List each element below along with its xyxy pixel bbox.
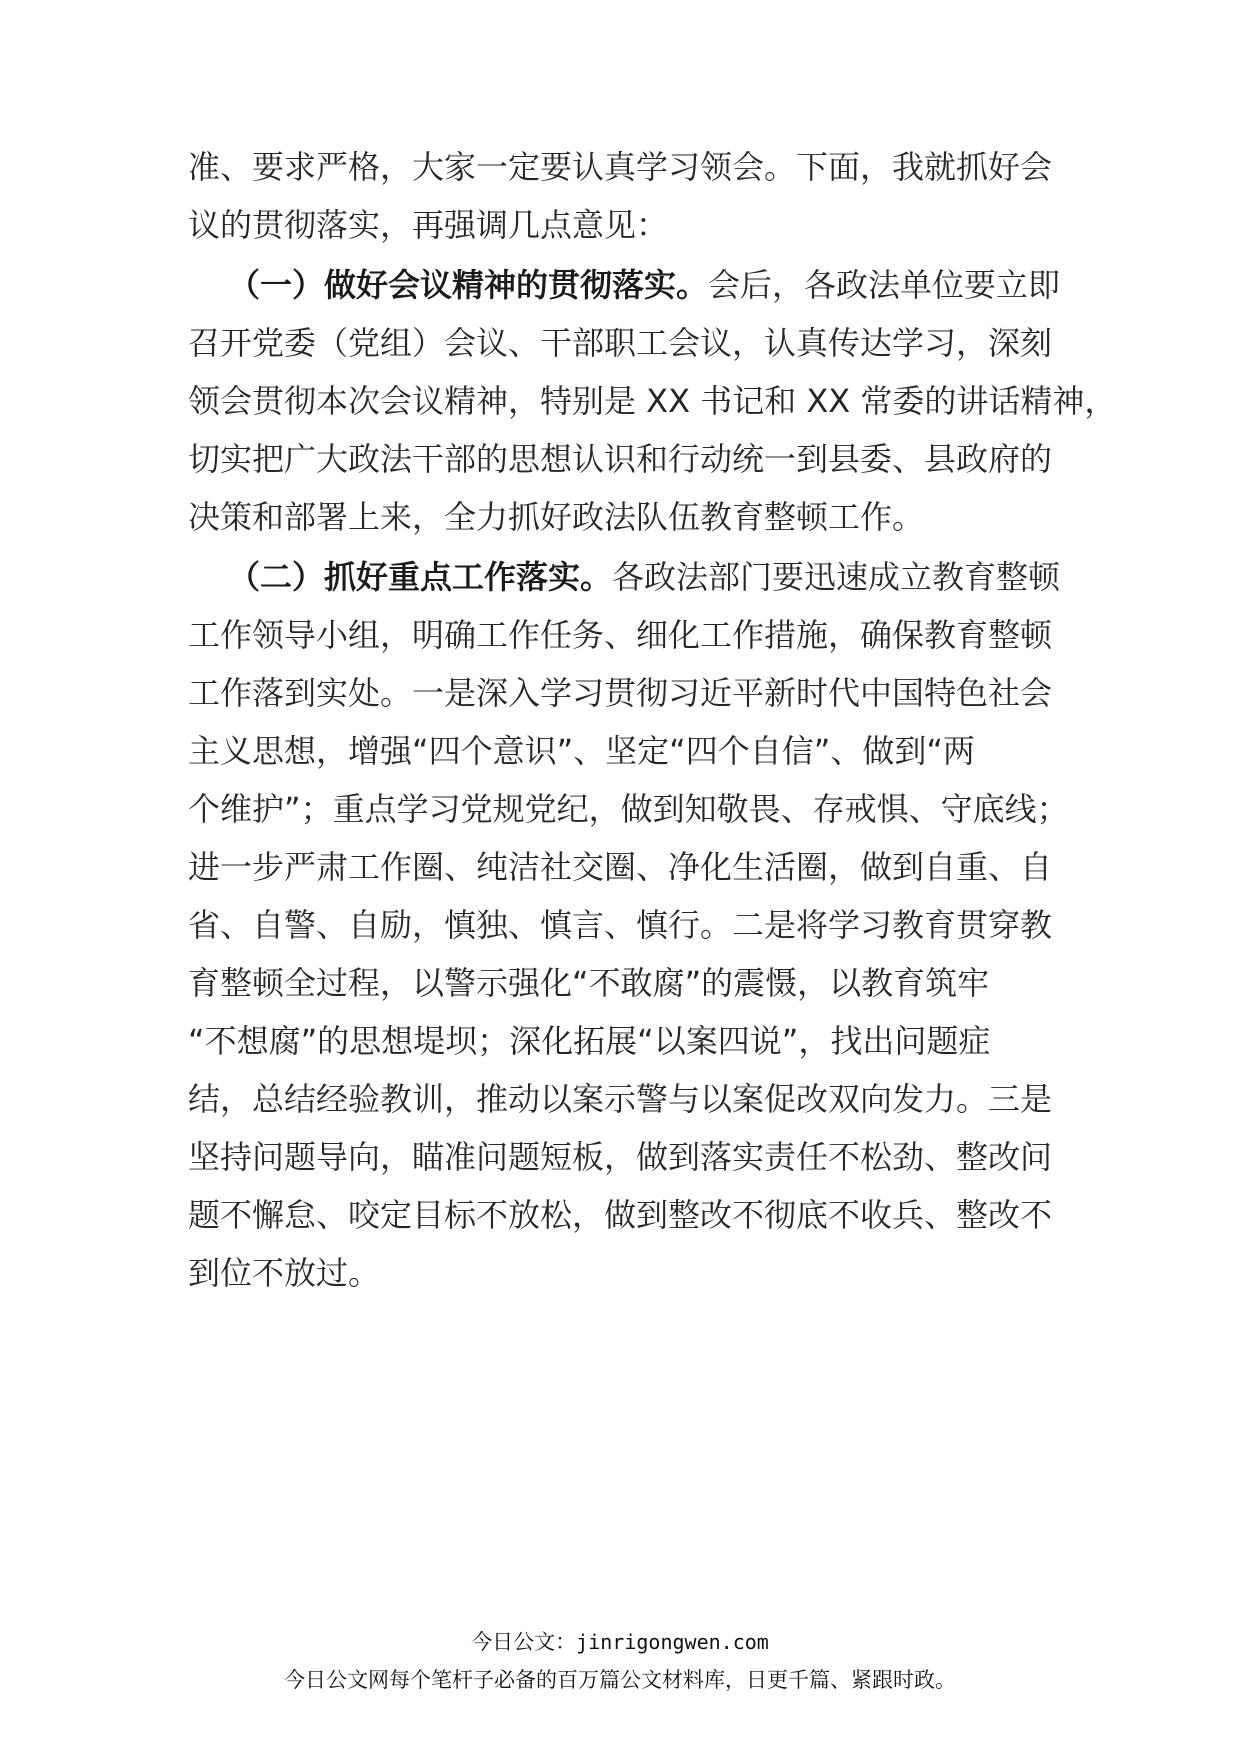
section2-line-1-text: 各政法部门要迅速成立教育整顿 xyxy=(612,558,1061,596)
section2-line-2: 工作领导小组，明确工作任务、细化工作措施，确保教育整顿 xyxy=(188,616,1053,654)
footer-site-line xyxy=(0,1628,1240,1656)
section2-line-4: 主义思想，增强“四个意识”、坚定“四个自信”、做到“两 xyxy=(188,732,975,770)
section1-line-5: 决策和部署上来，全力抓好政法队伍教育整顿工作。 xyxy=(188,498,925,536)
section2-line-12: 题不懈怠、咬定目标不放松，做到整改不彻底不收兵、整改不 xyxy=(188,1196,1053,1234)
section2-line-10: 结，总结经验教训，推动以案示警与以案促改双向发力。三是 xyxy=(188,1080,1053,1118)
section2-heading: （二）抓好重点工作落实。 xyxy=(228,558,613,596)
footer-site-link[interactable]: jinrigongwen.com xyxy=(576,1630,769,1654)
section1-line-4: 切实把广大政法干部的思想认识和行动统一到县委、县政府的 xyxy=(188,440,1053,478)
section2-line-9: “不想腐”的思想堤坝；深化拓展“以案四说”，找出问题症 xyxy=(188,1022,991,1060)
intro-line-2: 议的贯彻落实，再强调几点意见： xyxy=(188,206,669,244)
section2-line-5: 个维护”；重点学习党规党纪，做到知敬畏、存戒惧、守底线； xyxy=(188,790,1069,828)
footer-slogan: 今日公文网每个笔杆子必备的百万篇公文材料库，日更千篇、紧跟时政。 xyxy=(284,1668,956,1692)
section1-heading: （一）做好会议精神的贯彻落实。 xyxy=(228,266,709,304)
section2-line-11: 坚持问题导向，瞄准问题短板，做到落实责任不松劲、整改问 xyxy=(188,1138,1053,1176)
section1-line-2: 召开党委（党组）会议、干部职工会议，认真传达学习，深刻 xyxy=(188,324,1053,362)
section2-line-13: 到位不放过。 xyxy=(188,1254,381,1292)
section1-line-1 xyxy=(228,263,1060,307)
section2-line-1 xyxy=(228,555,1060,599)
section2-line-3: 工作落到实处。一是深入学习贯彻习近平新时代中国特色社会 xyxy=(188,674,1053,712)
section2-line-6: 进一步严肃工作圈、纯洁社交圈、净化生活圈，做到自重、自 xyxy=(188,848,1053,886)
section2-line-7: 省、自警、自励，慎独、慎言、慎行。二是将学习教育贯穿教 xyxy=(188,906,1053,944)
intro-line-1: 准、要求严格，大家一定要认真学习领会。下面，我就抓好会 xyxy=(188,148,1053,186)
footer-site-label: 今日公文： xyxy=(471,1630,577,1654)
section1-line-1-text: 会后，各政法单位要立即 xyxy=(708,266,1061,304)
section2-line-8: 育整顿全过程，以警示强化“不敢腐”的震慑，以教育筑牢 xyxy=(188,964,990,1002)
section1-line-3: 领会贯彻本次会议精神，特别是 XX 书记和 XX 常委的讲话精神， xyxy=(188,382,1117,420)
